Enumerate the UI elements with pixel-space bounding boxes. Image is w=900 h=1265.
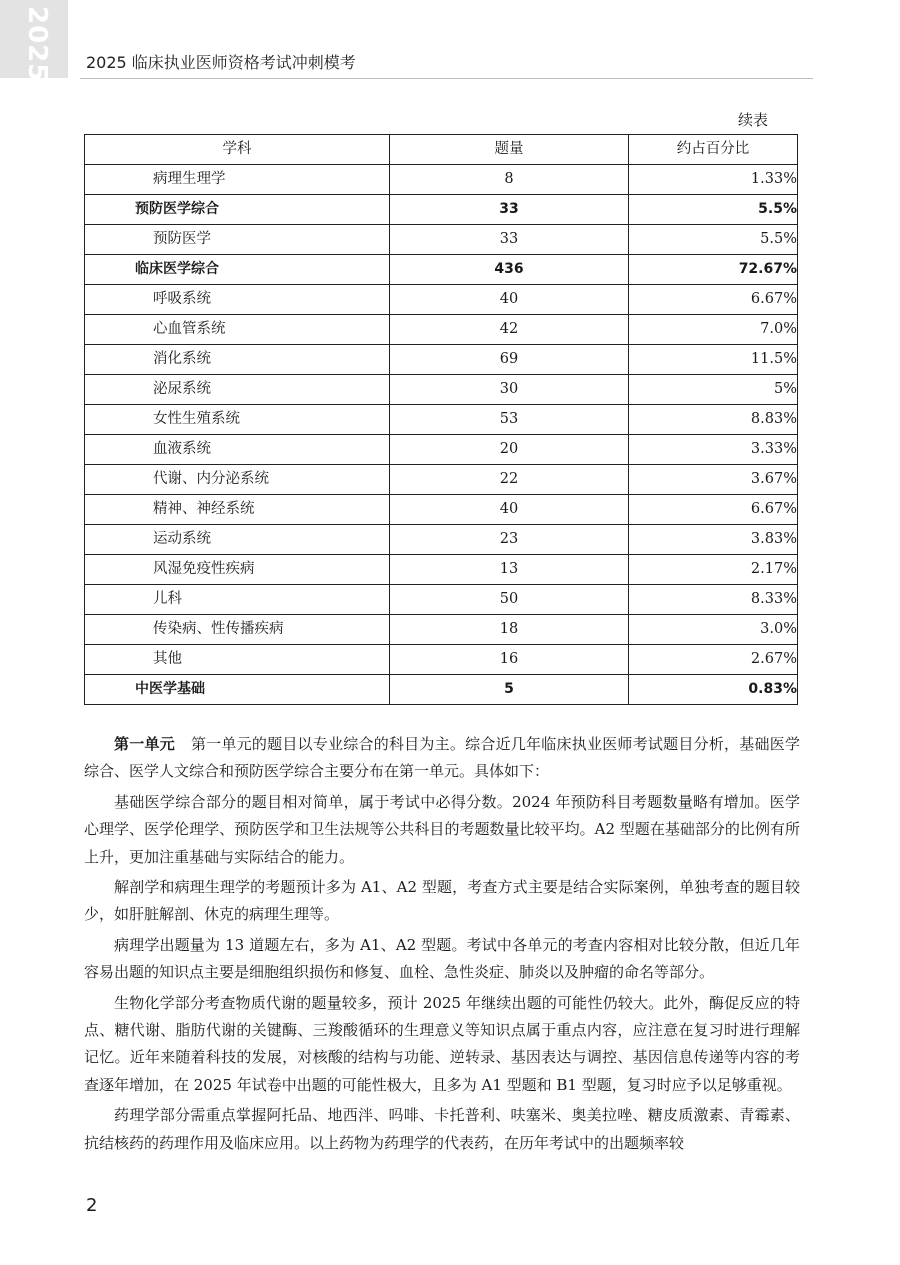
paragraph: 病理学出题量为 13 道题左右，多为 A1、A2 型题。考试中各单元的考查内容相对比较分散，但近几年容易出题的知识点主要是细胞组织损伤和修复、血栓、急性炎症、肺炎以及肿瘤的命名等部分。 (84, 935, 800, 982)
running-header: 2025 临床执业医师资格考试冲刺模考 (86, 53, 356, 72)
table-row (85, 285, 798, 315)
table-header-row (85, 135, 798, 165)
cell-subject: 女性生殖系统 (85, 405, 390, 435)
cell-subject: 心血管系统 (85, 315, 390, 345)
cell-count: 50 (390, 585, 629, 615)
cell-percent: 8.33% (629, 585, 798, 615)
cell-percent: 2.17% (629, 555, 798, 585)
year-side-tab (0, 0, 68, 83)
cell-percent: 2.67% (629, 645, 798, 675)
cell-percent: 7.0% (629, 315, 798, 345)
cell-count: 16 (390, 645, 629, 675)
paragraph (84, 731, 800, 786)
table-row (85, 615, 798, 645)
cell-percent: 5.5% (629, 225, 798, 255)
table-row (85, 555, 798, 585)
cell-subject: 传染病、性传播疾病 (85, 615, 390, 645)
cell-count: 42 (390, 315, 629, 345)
column-header-count: 题量 (390, 135, 629, 165)
cell-subject: 呼吸系统 (85, 285, 390, 315)
table-row (85, 495, 798, 525)
cell-percent: 3.83% (629, 525, 798, 555)
cell-percent: 6.67% (629, 285, 798, 315)
cell-subject: 病理生理学 (85, 165, 390, 195)
unit-lead-label: 第一单元 (114, 735, 175, 753)
cell-percent: 11.5% (629, 345, 798, 375)
cell-subject: 运动系统 (85, 525, 390, 555)
table-row (85, 465, 798, 495)
cell-percent: 1.33% (629, 165, 798, 195)
cell-subject: 儿科 (85, 585, 390, 615)
table-row (85, 405, 798, 435)
cell-percent: 3.0% (629, 615, 798, 645)
cell-count: 13 (390, 555, 629, 585)
cell-subject: 泌尿系统 (85, 375, 390, 405)
cell-percent: 3.67% (629, 465, 798, 495)
cell-percent: 3.33% (629, 435, 798, 465)
cell-percent: 5% (629, 375, 798, 405)
cell-subject: 代谢、内分泌系统 (85, 465, 390, 495)
table-row (85, 375, 798, 405)
table-row (85, 345, 798, 375)
cell-count: 5 (390, 675, 629, 705)
table-row (85, 195, 798, 225)
cell-subject: 消化系统 (85, 345, 390, 375)
table-row (85, 645, 798, 675)
cell-count: 33 (390, 225, 629, 255)
cell-count: 20 (390, 435, 629, 465)
table-row (85, 435, 798, 465)
cell-percent: 72.67% (629, 255, 798, 285)
table-row (85, 255, 798, 285)
cell-subject: 其他 (85, 645, 390, 675)
body-text (84, 731, 800, 1160)
table-row (85, 585, 798, 615)
cell-count: 69 (390, 345, 629, 375)
cell-percent: 5.5% (629, 195, 798, 225)
column-header-percent: 约占百分比 (629, 135, 798, 165)
cell-subject: 血液系统 (85, 435, 390, 465)
cell-subject: 风湿免疫性疾病 (85, 555, 390, 585)
cell-count: 23 (390, 525, 629, 555)
cell-count: 22 (390, 465, 629, 495)
side-tab-year: 2025 (22, 6, 52, 83)
paragraph: 基础医学综合部分的题目相对简单，属于考试中必得分数。2024 年预防科目考题数量略有增加。医学心理学、医学伦理学、预防医学和卫生法规等公共科目的考题数量比较平均。A2 型题在基础部分的比例有所上升，更加注重基础与实际结合的能力。 (84, 792, 800, 866)
cell-percent: 0.83% (629, 675, 798, 705)
paragraph: 生物化学部分考查物质代谢的题量较多，预计 2025 年继续出题的可能性仍较大。此外，酶促反应的特点、糖代谢、脂肪代谢的关键酶、三羧酸循环的生理意义等知识点属于重点内容，应注意在复习时进行理解记忆。近年来随着科技的发展，对核酸的结构与功能、逆转录、基因表达与调控、基因信息传递等内容的考查逐年增加，在 2025 年试卷中出题的可能性极大，且多为 A1 型题和 B1 型题，复习时应予以足够重视。 (84, 993, 800, 1094)
cell-percent: 6.67% (629, 495, 798, 525)
cell-subject: 临床医学综合 (85, 255, 390, 285)
cell-count: 33 (390, 195, 629, 225)
paragraph-text: 第一单元的题目以专业综合的科目为主。综合近几年临床执业医师考试题目分析，基础医学综合、医学人文综合和预防医学综合主要分布在第一单元。具体如下： (84, 735, 800, 781)
table-row (85, 165, 798, 195)
cell-percent: 8.83% (629, 405, 798, 435)
table-body (85, 165, 798, 705)
cell-count: 8 (390, 165, 629, 195)
cell-count: 436 (390, 255, 629, 285)
cell-count: 40 (390, 495, 629, 525)
cell-count: 40 (390, 285, 629, 315)
cell-subject: 预防医学综合 (85, 195, 390, 225)
table-row (85, 225, 798, 255)
table-row (85, 525, 798, 555)
table-row (85, 315, 798, 345)
cell-subject: 预防医学 (85, 225, 390, 255)
table-continued-caption: 续表 (738, 111, 769, 129)
paragraph: 解剖学和病理生理学的考题预计多为 A1、A2 型题，考查方式主要是结合实际案例，单独考查的题目较少，如肝脏解剖、休克的病理生理等。 (84, 878, 800, 924)
cell-subject: 精神、神经系统 (85, 495, 390, 525)
cell-count: 30 (390, 375, 629, 405)
exam-distribution-table (84, 134, 798, 705)
table-row (85, 675, 798, 705)
paragraph: 药理学部分需重点掌握阿托品、地西泮、吗啡、卡托普利、呋塞米、奥美拉唑、糖皮质激素、青霉素、抗结核药的药理作用及临床应用。以上药物为药理学的代表药，在历年考试中的出题频率较 (84, 1106, 800, 1152)
header-divider (80, 78, 813, 79)
cell-count: 53 (390, 405, 629, 435)
cell-subject: 中医学基础 (85, 675, 390, 705)
cell-count: 18 (390, 615, 629, 645)
column-header-subject: 学科 (85, 135, 390, 165)
page-number: 2 (86, 1195, 98, 1216)
